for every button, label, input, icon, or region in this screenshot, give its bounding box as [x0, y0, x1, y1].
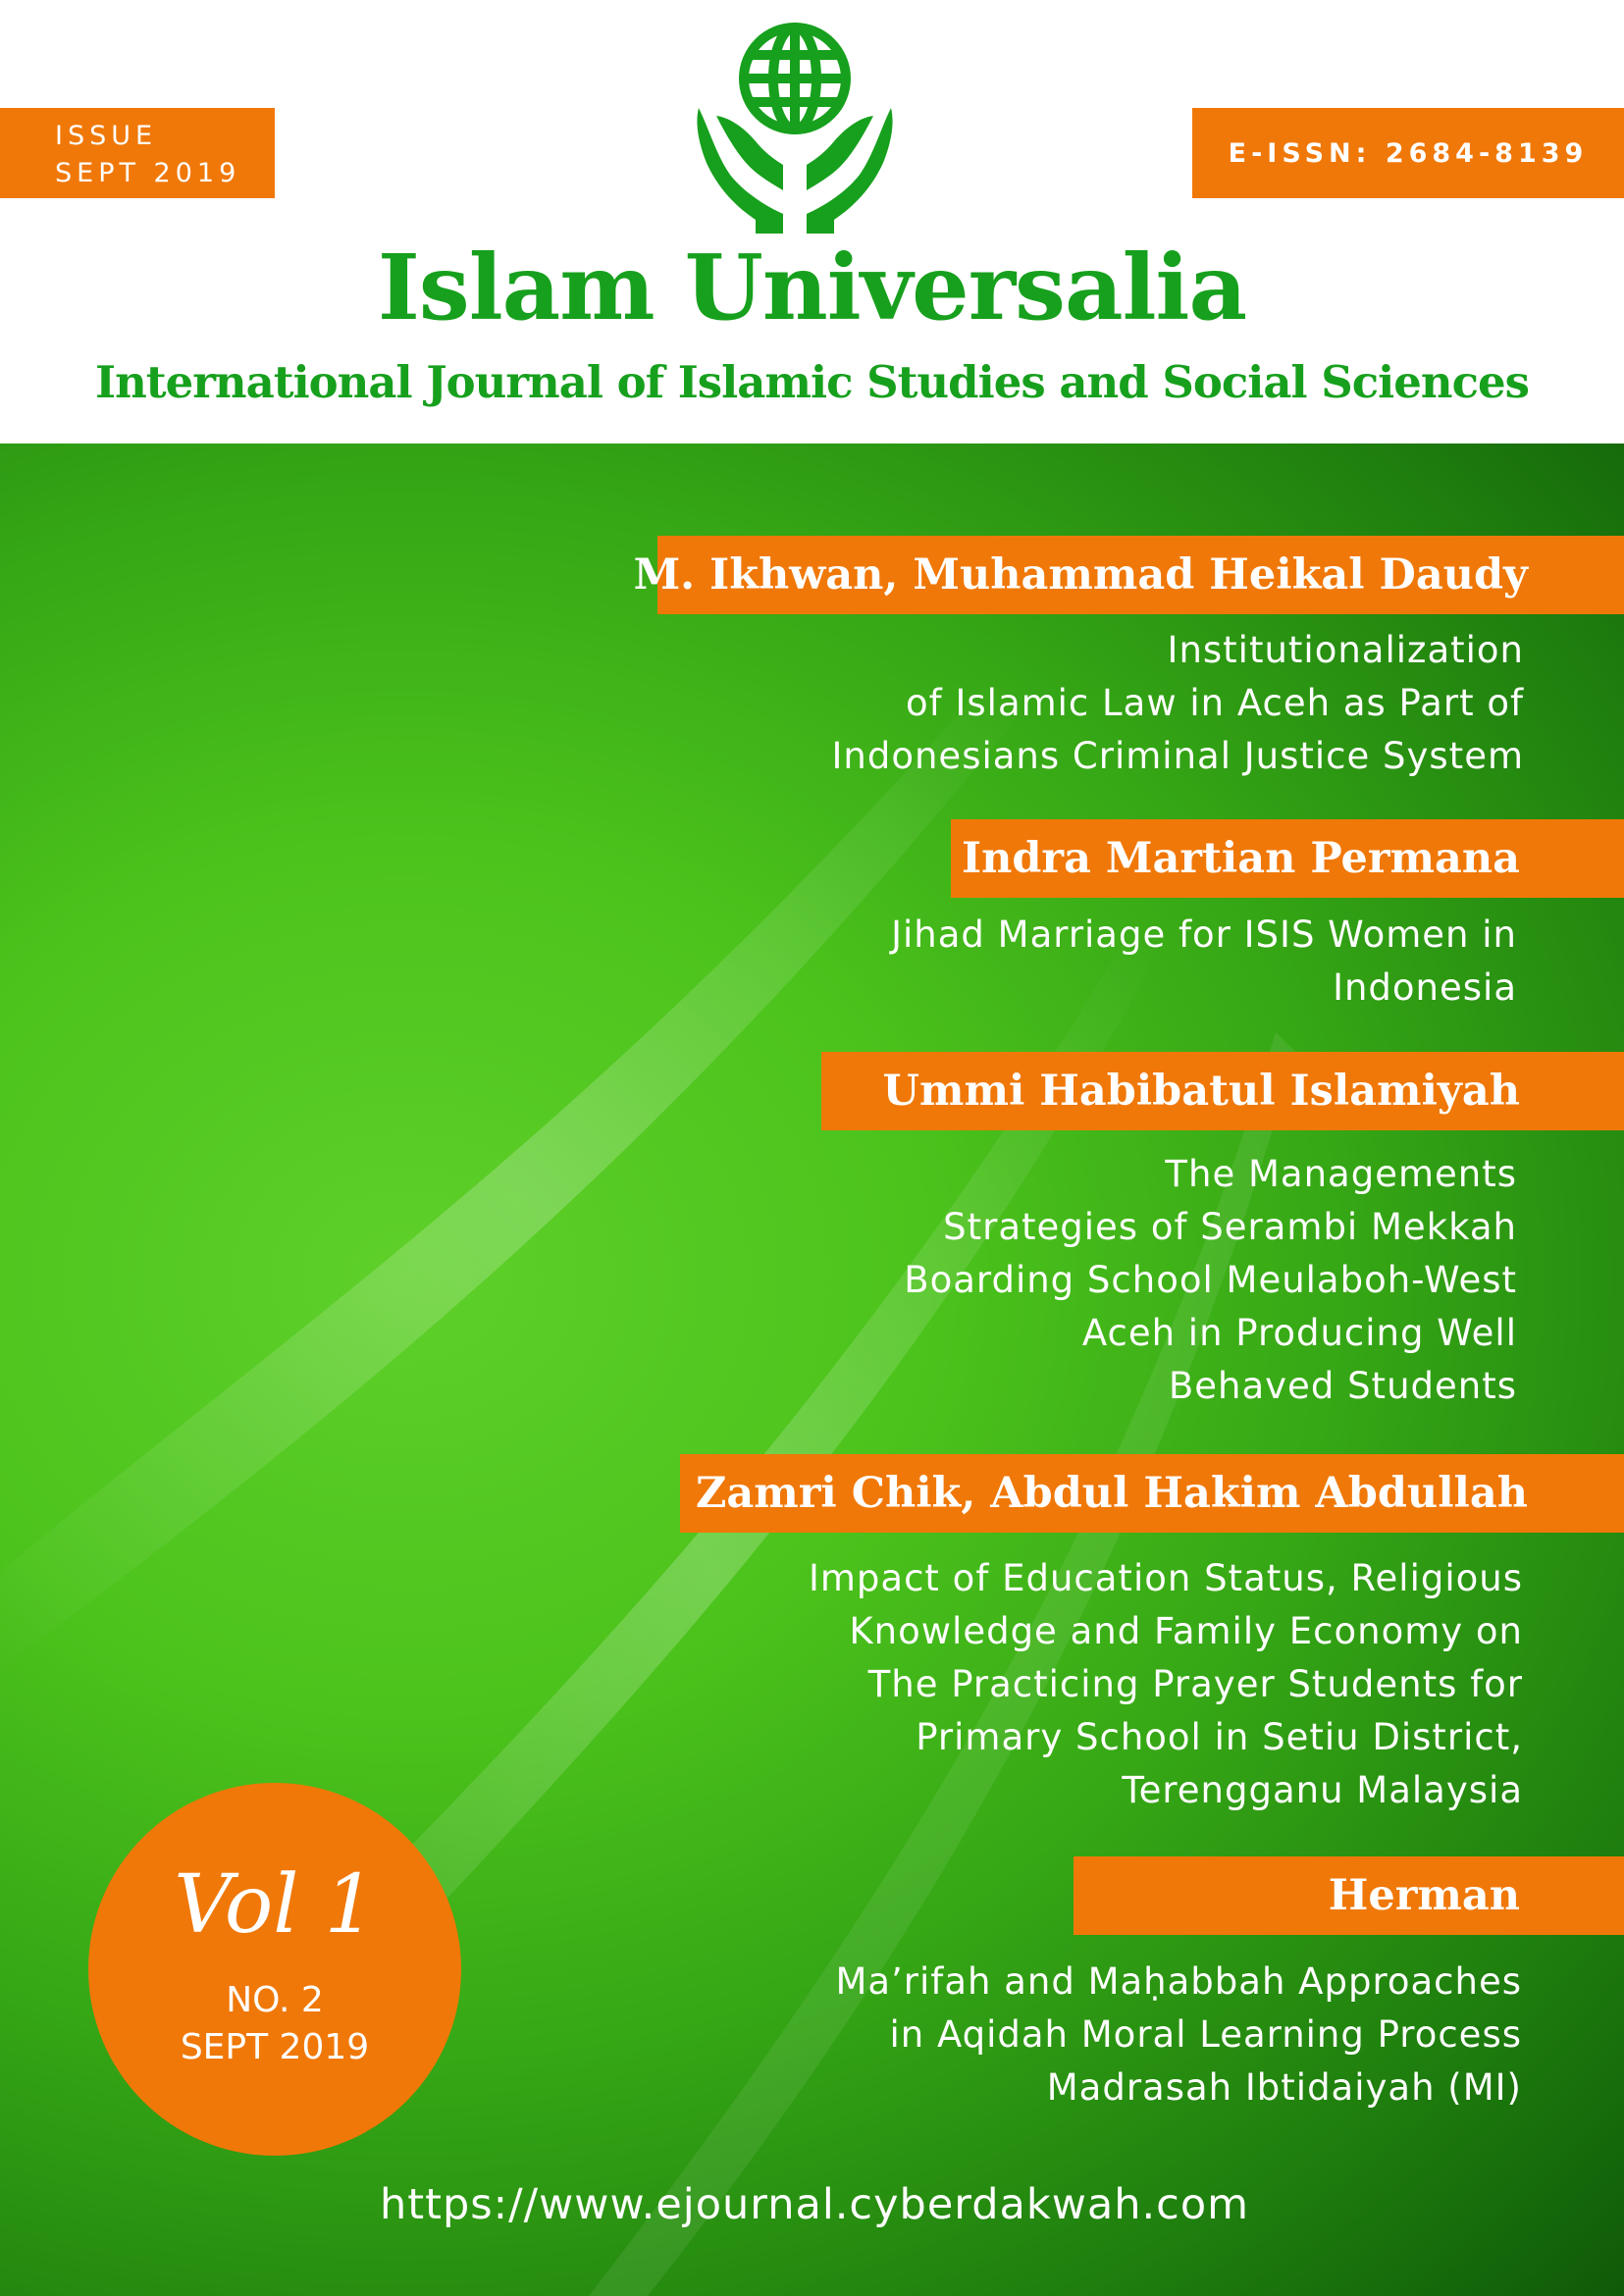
- globe-in-hands-icon: [687, 18, 903, 234]
- article-author-bar: [951, 819, 1624, 898]
- issue-date: SEPT 2019: [55, 158, 241, 188]
- article-author-bar: [633, 536, 1624, 614]
- journal-title: Islam Universalia: [377, 235, 1247, 340]
- cover-header: [0, 0, 1624, 444]
- article-authors: Indra Martian Permana: [961, 834, 1520, 883]
- article-authors: Herman: [1328, 1871, 1520, 1920]
- issue-number: NO. 2: [226, 1980, 324, 2020]
- article-author-bar: [680, 1454, 1624, 1533]
- article-authors: M. Ikhwan, Muhammad Heikal Daudy: [633, 550, 1528, 600]
- article-title: Impact of Education Status, Religious Knowledge and Family Economy on The Practicing Prayer Students for Primary School in Setiu District, Terengganu Malaysia: [808, 1557, 1523, 1811]
- journal-url: https://www.ejournal.cyberdakwah.com: [379, 2180, 1250, 2229]
- article-title: The Managements Strategies of Serambi Mekkah Boarding School Meulaboh-West Aceh in Producing Well Behaved Students: [904, 1153, 1517, 1407]
- article-title: Institutionalization of Islamic Law in Aceh as Part of Indonesians Criminal Justice System: [831, 629, 1524, 777]
- issue-badge: [0, 108, 275, 198]
- article-authors: Zamri Chik, Abdul Hakim Abdullah: [696, 1469, 1528, 1518]
- issn-badge: E-ISSN: 2684-8139: [1192, 108, 1624, 198]
- journal-subtitle: International Journal of Islamic Studies and Social Sciences: [95, 356, 1529, 408]
- issue-label: ISSUE: [55, 121, 158, 151]
- article-title: Ma’rifah and Maḥabbah Approaches in Aqidah Moral Learning Process Madrasah Ibtidaiyah (MI): [835, 1960, 1522, 2109]
- article-author-bar: [1074, 1856, 1624, 1935]
- article-authors: Ummi Habibatul Islamiyah: [882, 1067, 1520, 1116]
- article-author-bar: [821, 1052, 1624, 1130]
- volume-number: Vol 1: [174, 1858, 376, 1952]
- volume-badge: [88, 1783, 461, 2156]
- article-title: Jihad Marriage for ISIS Women in Indonesia: [891, 913, 1517, 1009]
- volume-date: SEPT 2019: [180, 2027, 370, 2067]
